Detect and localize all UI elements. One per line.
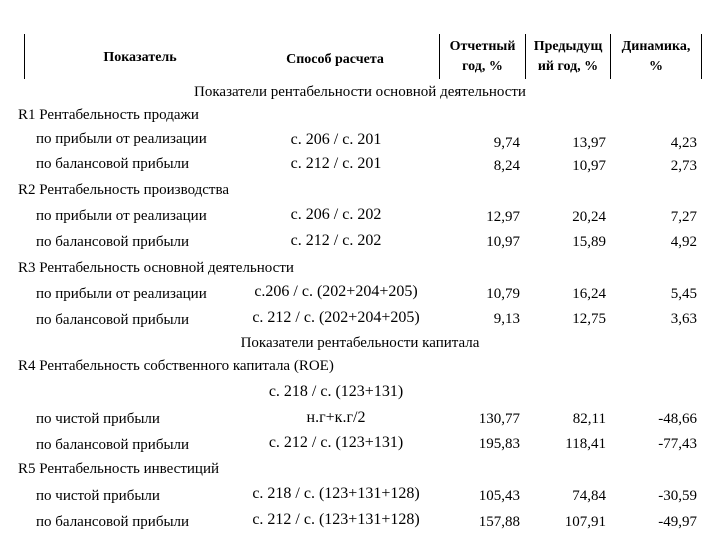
row-dynamics: 2,73 (670, 158, 697, 174)
row-current: 10,97 (486, 234, 520, 250)
row-current: 195,83 (478, 436, 520, 452)
row-method: с.206 / с. (202+204+205) (254, 283, 418, 300)
row-method: с. 206 / с. 201 (290, 131, 382, 148)
row-dynamics: -48,66 (658, 411, 697, 427)
row-previous: 10,97 (572, 158, 606, 174)
group-title-r3: R3 Рентабельность основной деятельности (18, 260, 294, 276)
table-right-border (701, 34, 702, 79)
row-previous: 12,75 (572, 311, 606, 327)
header-indicator: Показатель (103, 50, 177, 65)
row-method: с. 218 / с. (123+131+128) (252, 485, 420, 502)
row-label: по чистой прибыли (36, 488, 160, 504)
row-previous: 74,84 (572, 488, 606, 504)
group-title-r1: R1 Рентабельность продажи (18, 107, 199, 123)
row-dynamics: -49,97 (658, 514, 697, 530)
row-dynamics: -30,59 (658, 488, 697, 504)
row-method: с. 212 / с. 201 (290, 155, 382, 172)
row-label: по балансовой прибыли (36, 437, 190, 453)
row-method: с. 212 / с. 202 (290, 232, 382, 249)
row-previous: 118,41 (565, 436, 606, 452)
row-previous: 16,24 (572, 286, 606, 302)
section-title-capital: Показатели рентабельности капитала (240, 335, 480, 351)
row-previous: 82,11 (572, 411, 606, 427)
header-current-line1: Отчетный (449, 39, 516, 54)
row-current: 157,88 (478, 514, 520, 530)
group-title-r2: R2 Рентабельность производства (18, 182, 230, 198)
row-method: с. 206 / с. 202 (290, 206, 382, 223)
row-dynamics: 3,63 (670, 311, 697, 327)
row-dynamics: -77,43 (658, 436, 697, 452)
row-label: по чистой прибыли (36, 411, 160, 427)
section-title-operating: Показатели рентабельности основной деятельности (194, 84, 526, 100)
row-label: по балансовой прибыли (36, 234, 190, 250)
row-method-line1: с. 218 / с. (123+131) (268, 383, 404, 400)
row-method: н.г+к.г/2 (306, 409, 366, 426)
row-method: с. 212 / с. (123+131) (268, 434, 404, 451)
row-label: по прибыли от реализации (36, 286, 207, 302)
table-left-border (24, 34, 25, 79)
row-method: с. 212 / с. (123+131+128) (252, 511, 420, 528)
row-label: по балансовой прибыли (36, 514, 190, 530)
row-current: 10,79 (486, 286, 520, 302)
row-label: по балансовой прибыли (36, 156, 190, 172)
header-previous-line2: ий год, % (537, 59, 599, 74)
row-dynamics: 5,45 (670, 286, 697, 302)
row-current: 105,43 (478, 488, 520, 504)
row-dynamics: 4,92 (670, 234, 697, 250)
row-previous: 13,97 (572, 135, 606, 151)
row-method: с. 212 / с. (202+204+205) (252, 309, 420, 326)
header-method: Способ расчета (286, 52, 384, 67)
group-title-r4: R4 Рентабельность собственного капитала (ROE) (18, 358, 334, 374)
row-label: по балансовой прибыли (36, 312, 190, 328)
row-label: по прибыли от реализации (36, 208, 207, 224)
header-current-line2: год, % (462, 59, 503, 74)
row-previous: 20,24 (572, 209, 606, 225)
row-current: 12,97 (486, 209, 520, 225)
group-title-r5: R5 Рентабельность инвестиций (18, 461, 220, 477)
row-current: 9,13 (493, 311, 520, 327)
header-previous-line1: Предыдущ (533, 39, 603, 54)
row-current: 9,74 (493, 135, 520, 151)
row-previous: 107,91 (564, 514, 606, 530)
row-label: по прибыли от реализации (36, 131, 207, 147)
row-previous: 15,89 (572, 234, 606, 250)
row-current: 8,24 (493, 158, 520, 174)
header-dynamics-line1: Динамика, (621, 39, 691, 54)
row-current: 130,77 (478, 411, 520, 427)
header-dynamics-line2: % (649, 59, 663, 74)
row-dynamics: 7,27 (670, 209, 697, 225)
row-dynamics: 4,23 (670, 135, 697, 151)
